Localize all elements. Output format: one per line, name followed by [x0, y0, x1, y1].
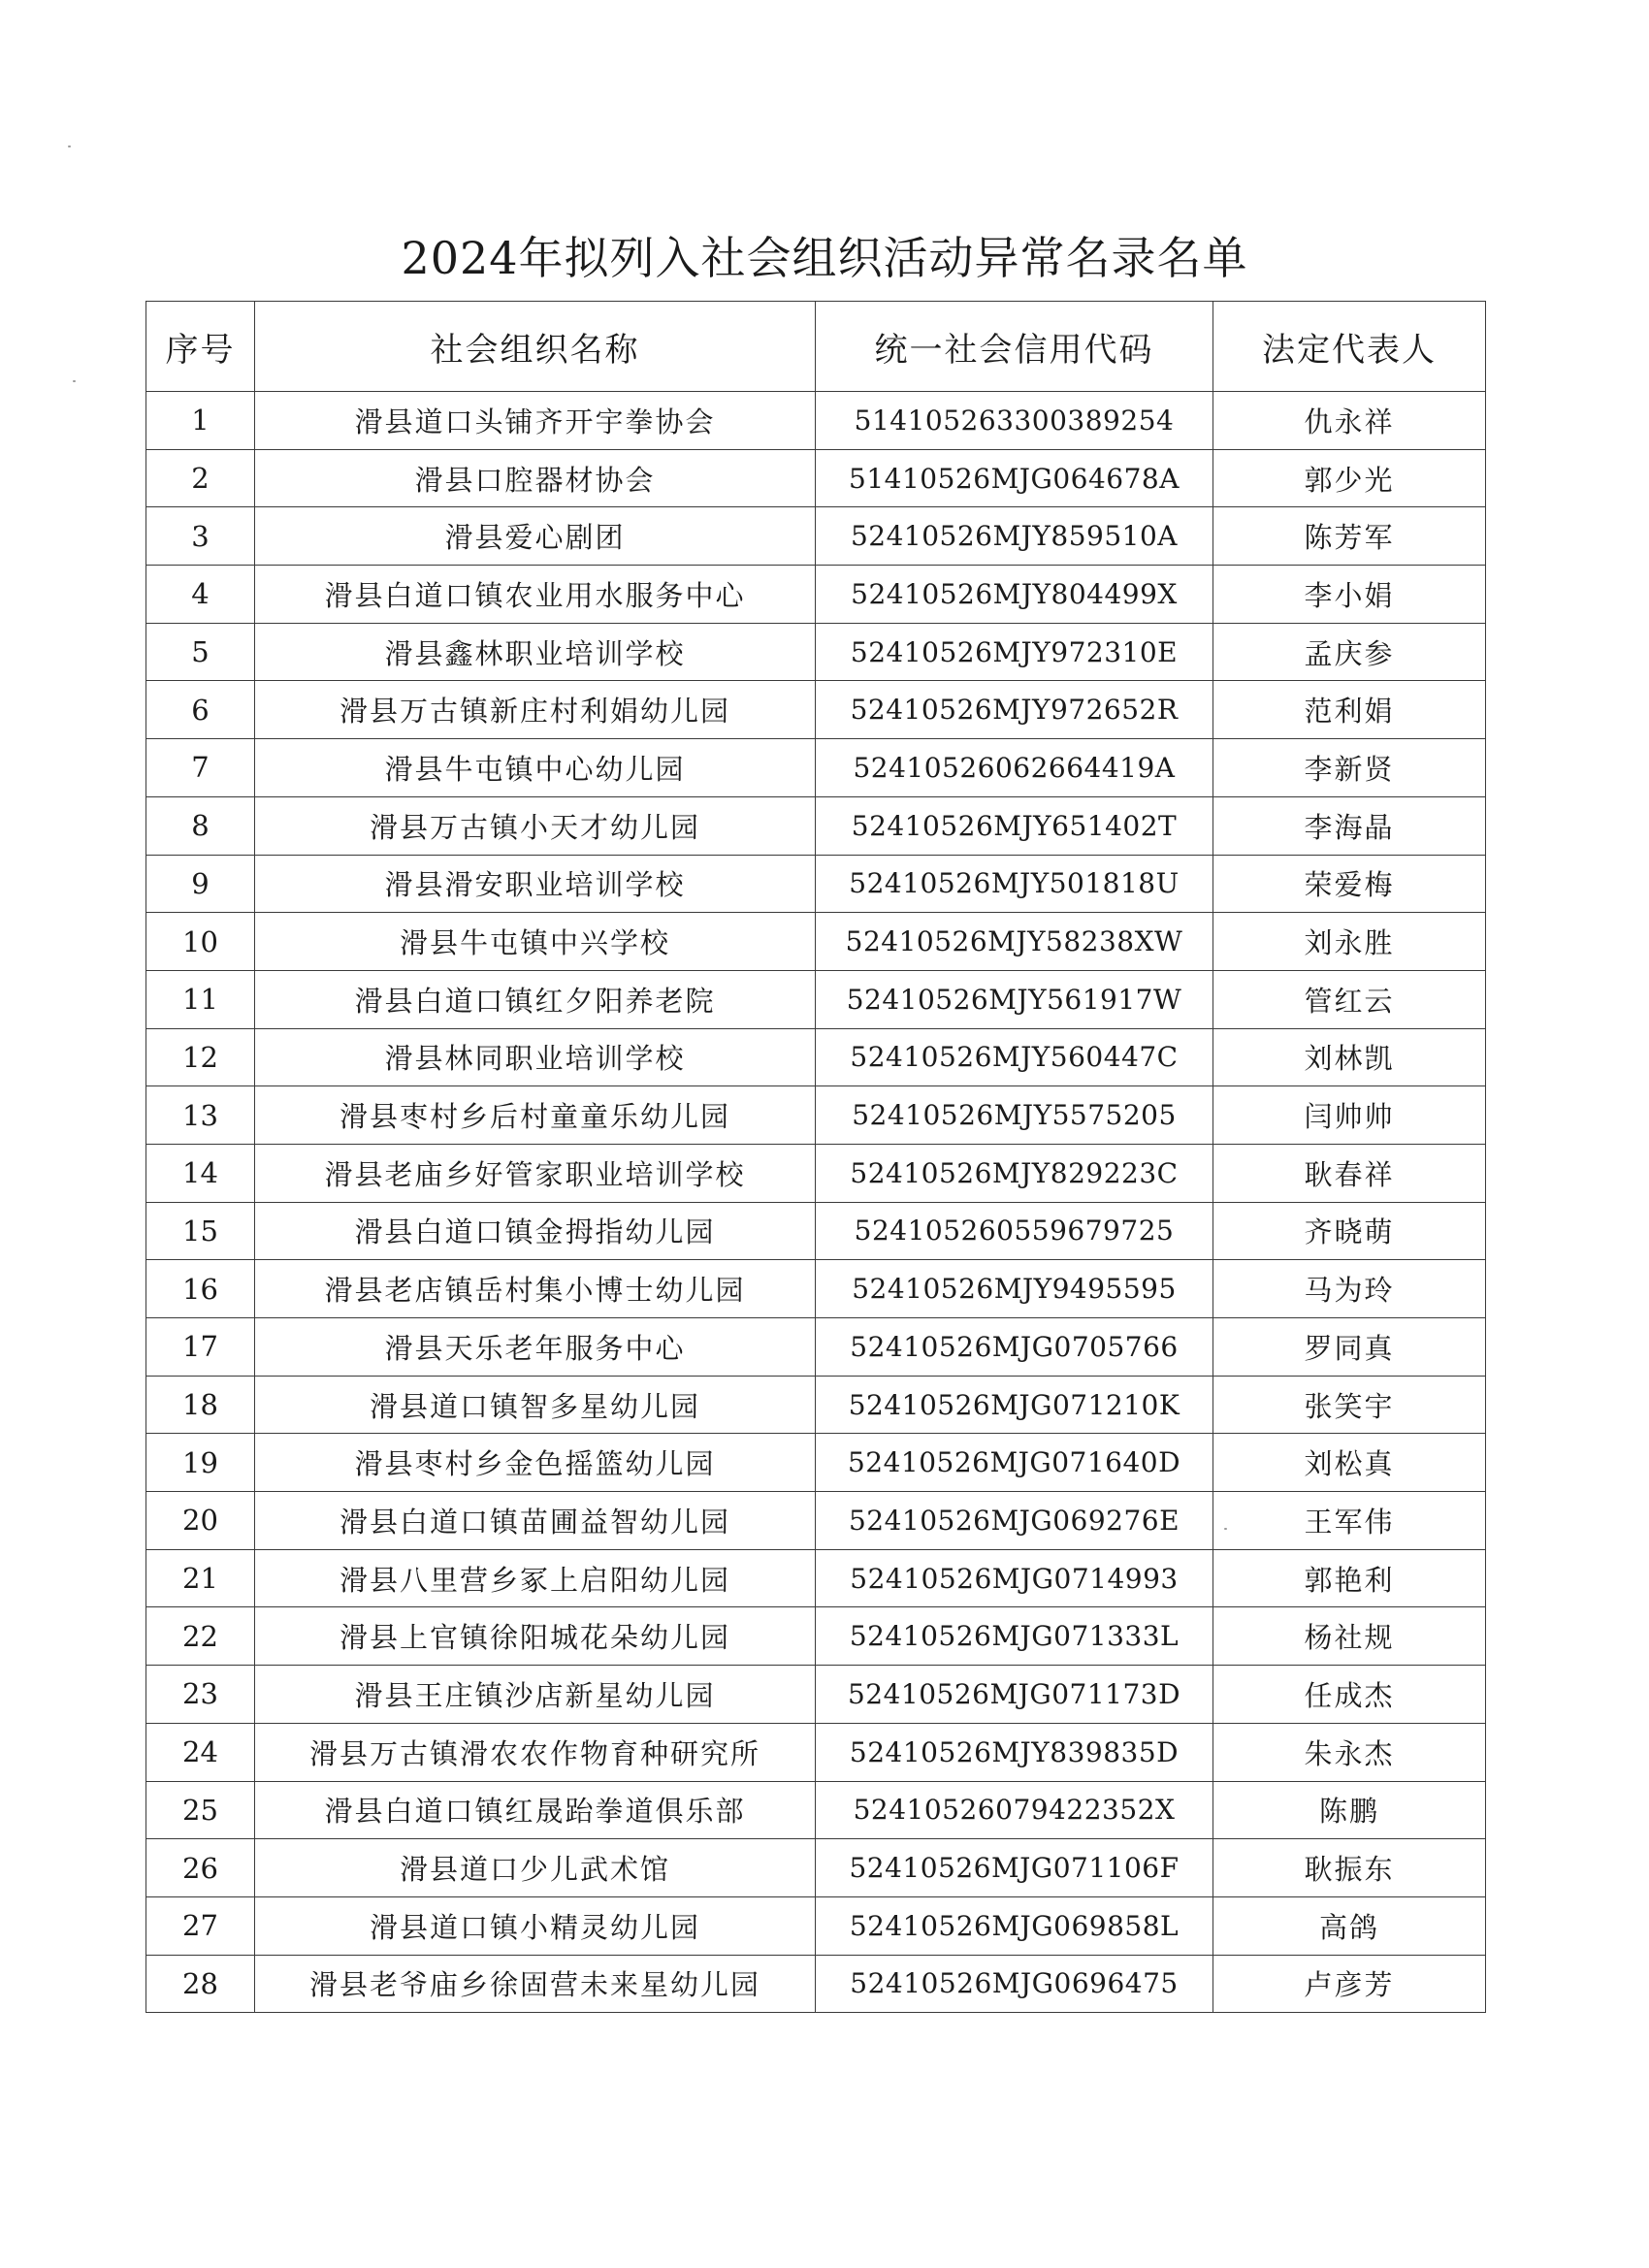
serial-number-cell: 12: [146, 1028, 255, 1086]
table-row: [146, 1318, 1486, 1377]
legal-representative-cell: 范利娟: [1213, 681, 1486, 739]
table-row: [146, 449, 1486, 507]
serial-number-cell: 4: [146, 566, 255, 624]
organization-table: [146, 301, 1486, 2013]
table-header-row: [146, 302, 1486, 392]
table-row: [146, 913, 1486, 971]
organization-name-cell: 滑县万古镇滑农农作物育种研究所: [255, 1723, 816, 1781]
organization-name-cell: 滑县万古镇新庄村利娟幼儿园: [255, 681, 816, 739]
serial-number-cell: 1: [146, 392, 255, 450]
organization-name-cell: 滑县滑安职业培训学校: [255, 855, 816, 913]
table-row: [146, 739, 1486, 797]
serial-number-cell: 6: [146, 681, 255, 739]
table-row: [146, 566, 1486, 624]
legal-representative-cell: 刘林凯: [1213, 1028, 1486, 1086]
credit-code-cell: 52410526MJY804499X: [816, 566, 1213, 624]
credit-code-cell: 52410526MJG071640D: [816, 1434, 1213, 1492]
legal-representative-cell: 任成杰: [1213, 1666, 1486, 1724]
legal-representative-cell: 马为玲: [1213, 1260, 1486, 1318]
organization-name-cell: 滑县牛屯镇中心幼儿园: [255, 739, 816, 797]
legal-representative-cell: 李海晶: [1213, 796, 1486, 855]
table-body: [146, 392, 1486, 2013]
table-row: [146, 1666, 1486, 1724]
legal-representative-cell: 杨社规: [1213, 1607, 1486, 1666]
credit-code-cell: 52410526MJY839835D: [816, 1723, 1213, 1781]
legal-representative-cell: 卢彦芳: [1213, 1955, 1486, 2013]
credit-code-cell: 52410526079422352X: [816, 1781, 1213, 1839]
organization-name-cell: 滑县天乐老年服务中心: [255, 1318, 816, 1377]
credit-code-cell: 52410526MJY561917W: [816, 970, 1213, 1028]
organization-name-cell: 滑县牛屯镇中兴学校: [255, 913, 816, 971]
table-row: [146, 1086, 1486, 1145]
table-row: [146, 1028, 1486, 1086]
legal-representative-cell: 刘永胜: [1213, 913, 1486, 971]
table-row: [146, 1955, 1486, 2013]
table-row: [146, 1202, 1486, 1260]
header-organization-name: 社会组织名称: [255, 302, 816, 392]
organization-name-cell: 滑县道口头铺齐开宇拳协会: [255, 392, 816, 450]
credit-code-cell: 52410526MJG069858L: [816, 1896, 1213, 1955]
serial-number-cell: 15: [146, 1202, 255, 1260]
table-row: [146, 796, 1486, 855]
table-row: [146, 1607, 1486, 1666]
credit-code-cell: 52410526MJY5575205: [816, 1086, 1213, 1145]
serial-number-cell: 23: [146, 1666, 255, 1724]
credit-code-cell: 52410526MJG071333L: [816, 1607, 1213, 1666]
organization-name-cell: 滑县白道口镇农业用水服务中心: [255, 566, 816, 624]
serial-number-cell: 14: [146, 1144, 255, 1202]
serial-number-cell: 20: [146, 1492, 255, 1550]
serial-number-cell: 8: [146, 796, 255, 855]
serial-number-cell: 18: [146, 1376, 255, 1434]
organization-name-cell: 滑县道口少儿武术馆: [255, 1839, 816, 1897]
serial-number-cell: 25: [146, 1781, 255, 1839]
credit-code-cell: 52410526MJG0696475: [816, 1955, 1213, 2013]
legal-representative-cell: 郭艳利: [1213, 1549, 1486, 1607]
table-row: [146, 1144, 1486, 1202]
credit-code-cell: 51410526MJG064678A: [816, 449, 1213, 507]
credit-code-cell: 52410526MJY651402T: [816, 796, 1213, 855]
table-row: [146, 392, 1486, 450]
serial-number-cell: 27: [146, 1896, 255, 1955]
credit-code-cell: 52410526MJG0714993: [816, 1549, 1213, 1607]
serial-number-cell: 16: [146, 1260, 255, 1318]
organization-name-cell: 滑县枣村乡后村童童乐幼儿园: [255, 1086, 816, 1145]
credit-code-cell: 52410526MJG071173D: [816, 1666, 1213, 1724]
organization-name-cell: 滑县白道口镇红晟跆拳道俱乐部: [255, 1781, 816, 1839]
credit-code-cell: 52410526MJY972652R: [816, 681, 1213, 739]
legal-representative-cell: 张笑宇: [1213, 1376, 1486, 1434]
legal-representative-cell: 耿振东: [1213, 1839, 1486, 1897]
credit-code-cell: 52410526MJY972310E: [816, 623, 1213, 681]
credit-code-cell: 52410526062664419A: [816, 739, 1213, 797]
organization-name-cell: 滑县白道口镇红夕阳养老院: [255, 970, 816, 1028]
legal-representative-cell: 仇永祥: [1213, 392, 1486, 450]
serial-number-cell: 21: [146, 1549, 255, 1607]
organization-name-cell: 滑县林同职业培训学校: [255, 1028, 816, 1086]
scan-speck: [68, 146, 71, 147]
serial-number-cell: 2: [146, 449, 255, 507]
header-credit-code: 统一社会信用代码: [816, 302, 1213, 392]
credit-code-cell: 52410526MJY829223C: [816, 1144, 1213, 1202]
credit-code-cell: 52410526MJG071106F: [816, 1839, 1213, 1897]
serial-number-cell: 9: [146, 855, 255, 913]
serial-number-cell: 26: [146, 1839, 255, 1897]
table-row: [146, 1260, 1486, 1318]
serial-number-cell: 19: [146, 1434, 255, 1492]
credit-code-cell: 52410526MJY9495595: [816, 1260, 1213, 1318]
organization-name-cell: 滑县八里营乡冢上启阳幼儿园: [255, 1549, 816, 1607]
serial-number-cell: 3: [146, 507, 255, 566]
serial-number-cell: 22: [146, 1607, 255, 1666]
organization-name-cell: 滑县万古镇小天才幼儿园: [255, 796, 816, 855]
credit-code-cell: 52410526MJG069276E: [816, 1492, 1213, 1550]
organization-name-cell: 滑县老爷庙乡徐固营未来星幼儿园: [255, 1955, 816, 2013]
serial-number-cell: 17: [146, 1318, 255, 1377]
credit-code-cell: 524105260559679725: [816, 1202, 1213, 1260]
table-row: [146, 1376, 1486, 1434]
serial-number-cell: 11: [146, 970, 255, 1028]
table-row: [146, 507, 1486, 566]
organization-name-cell: 滑县白道口镇苗圃益智幼儿园: [255, 1492, 816, 1550]
serial-number-cell: 10: [146, 913, 255, 971]
organization-name-cell: 滑县上官镇徐阳城花朵幼儿园: [255, 1607, 816, 1666]
legal-representative-cell: 李小娟: [1213, 566, 1486, 624]
table-row: [146, 1723, 1486, 1781]
organization-name-cell: 滑县鑫林职业培训学校: [255, 623, 816, 681]
organization-name-cell: 滑县白道口镇金拇指幼儿园: [255, 1202, 816, 1260]
legal-representative-cell: 管红云: [1213, 970, 1486, 1028]
organization-name-cell: 滑县道口镇小精灵幼儿园: [255, 1896, 816, 1955]
table-row: [146, 855, 1486, 913]
organization-name-cell: 滑县王庄镇沙店新星幼儿园: [255, 1666, 816, 1724]
table-row: [146, 970, 1486, 1028]
table-row: [146, 1839, 1486, 1897]
legal-representative-cell: 齐晓萌: [1213, 1202, 1486, 1260]
table-row: [146, 623, 1486, 681]
organization-name-cell: 滑县道口镇智多星幼儿园: [255, 1376, 816, 1434]
organization-name-cell: 滑县枣村乡金色摇篮幼儿园: [255, 1434, 816, 1492]
document-title: 2024年拟列入社会组织活动异常名录名单: [401, 232, 1248, 284]
legal-representative-cell: 李新贤: [1213, 739, 1486, 797]
serial-number-cell: 13: [146, 1086, 255, 1145]
credit-code-cell: 52410526MJY560447C: [816, 1028, 1213, 1086]
credit-code-cell: 52410526MJY859510A: [816, 507, 1213, 566]
legal-representative-cell: 高鸽: [1213, 1896, 1486, 1955]
legal-representative-cell: 刘松真: [1213, 1434, 1486, 1492]
scan-speck: [73, 380, 76, 382]
legal-representative-cell: 罗同真: [1213, 1318, 1486, 1377]
organization-name-cell: 滑县口腔器材协会: [255, 449, 816, 507]
table-row: [146, 1549, 1486, 1607]
table-row: [146, 1434, 1486, 1492]
table-row: [146, 1896, 1486, 1955]
legal-representative-cell: 王军伟: [1213, 1492, 1486, 1550]
legal-representative-cell: 孟庆参: [1213, 623, 1486, 681]
serial-number-cell: 7: [146, 739, 255, 797]
serial-number-cell: 24: [146, 1723, 255, 1781]
credit-code-cell: 52410526MJG071210K: [816, 1376, 1213, 1434]
table-row: [146, 1492, 1486, 1550]
credit-code-cell: 514105263300389254: [816, 392, 1213, 450]
legal-representative-cell: 陈鹏: [1213, 1781, 1486, 1839]
credit-code-cell: 52410526MJG0705766: [816, 1318, 1213, 1377]
organization-name-cell: 滑县爱心剧团: [255, 507, 816, 566]
serial-number-cell: 5: [146, 623, 255, 681]
credit-code-cell: 52410526MJY501818U: [816, 855, 1213, 913]
legal-representative-cell: 朱永杰: [1213, 1723, 1486, 1781]
table-row: [146, 681, 1486, 739]
header-serial-number: 序号: [146, 302, 255, 392]
legal-representative-cell: 郭少光: [1213, 449, 1486, 507]
organization-name-cell: 滑县老庙乡好管家职业培训学校: [255, 1144, 816, 1202]
legal-representative-cell: 闫帅帅: [1213, 1086, 1486, 1145]
legal-representative-cell: 耿春祥: [1213, 1144, 1486, 1202]
credit-code-cell: 52410526MJY58238XW: [816, 913, 1213, 971]
legal-representative-cell: 荣爱梅: [1213, 855, 1486, 913]
legal-representative-cell: 陈芳军: [1213, 507, 1486, 566]
serial-number-cell: 28: [146, 1955, 255, 2013]
header-legal-representative: 法定代表人: [1213, 302, 1486, 392]
table-row: [146, 1781, 1486, 1839]
organization-name-cell: 滑县老店镇岳村集小博士幼儿园: [255, 1260, 816, 1318]
